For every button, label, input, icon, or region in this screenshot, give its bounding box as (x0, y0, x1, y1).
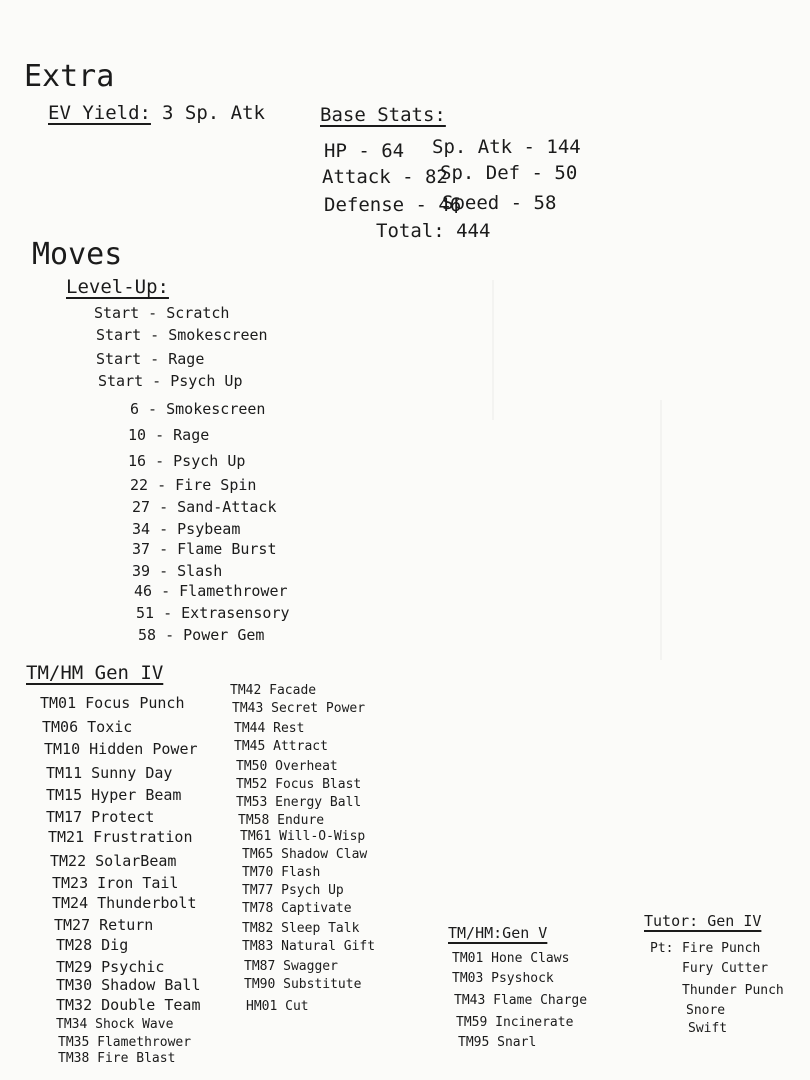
tm-gen4-item: TM06 Toxic (42, 718, 133, 736)
tm-gen4-item: TM58 Endure (238, 813, 325, 828)
tutor-item: Fury Cutter (682, 961, 769, 976)
stat-total: Total: 444 (376, 220, 491, 242)
tm-gen4-item: TM24 Thunderbolt (52, 894, 197, 912)
tm-gen4-item: HM01 Cut (246, 999, 309, 1014)
tm-gen4-item: TM15 Hyper Beam (46, 786, 182, 804)
tutor-item: Snore (686, 1003, 726, 1018)
tm-gen4-item: TM43 Secret Power (232, 701, 366, 716)
tm-gen4-item: TM87 Swagger (244, 959, 338, 974)
tm-gen4-item: TM32 Double Team (56, 996, 201, 1014)
tm-gen4-item: TM77 Psych Up (242, 883, 344, 898)
tm-gen5-item: TM59 Incinerate (456, 1015, 574, 1030)
tutor-item: Fire Punch (682, 941, 761, 956)
tm-gen4-item: TM10 Hidden Power (44, 740, 198, 758)
tm-gen4-item: TM01 Focus Punch (40, 694, 185, 712)
level-up-move: Start - Scratch (94, 304, 230, 322)
tutor-prefix: Pt: (650, 941, 674, 956)
level-up-move: Start - Rage (96, 350, 205, 368)
tm-gen4-item: TM90 Substitute (244, 977, 362, 992)
stat-sp-atk: Sp. Atk - 144 (432, 136, 581, 158)
tm-gen4-item: TM70 Flash (242, 865, 321, 880)
tm-gen5-item: TM95 Snarl (458, 1035, 537, 1050)
tm-gen4-item: TM11 Sunny Day (46, 764, 173, 782)
level-up-title: Level-Up: (66, 276, 169, 298)
tutor-item: Swift (688, 1021, 728, 1036)
tm-gen4-item: TM27 Return (54, 916, 154, 934)
level-up-move: 34 - Psybeam (132, 520, 241, 538)
moves-title: Moves (32, 237, 123, 272)
level-up-move: 10 - Rage (128, 426, 210, 444)
tm-gen4-item: TM21 Frustration (48, 828, 193, 846)
tm-gen5-item: TM03 Psyshock (452, 971, 554, 986)
tm-gen5-title: TM/HM:Gen V (448, 924, 548, 942)
level-up-move: 58 - Power Gem (138, 626, 265, 644)
tm-gen4-item: TM82 Sleep Talk (242, 921, 360, 936)
level-up-move: 39 - Slash (132, 562, 223, 580)
stat-speed: Speed - 58 (442, 192, 557, 214)
tm-gen5-item: TM01 Hone Claws (452, 951, 570, 966)
level-up-move: 27 - Sand-Attack (132, 498, 277, 516)
tm-gen4-item: TM78 Captivate (242, 901, 352, 916)
tm-gen4-item: TM44 Rest (234, 721, 305, 736)
stat-hp: HP - 64 (324, 140, 405, 162)
level-up-move: 51 - Extrasensory (136, 604, 290, 622)
tm-gen4-item: TM50 Overheat (236, 759, 338, 774)
tm-gen4-item: TM23 Iron Tail (52, 874, 179, 892)
tm-gen4-item: TM38 Fire Blast (58, 1051, 176, 1066)
level-up-move: 16 - Psych Up (128, 452, 246, 470)
tm-gen4-item: TM22 SolarBeam (50, 852, 177, 870)
level-up-move: 37 - Flame Burst (132, 540, 277, 558)
extra-title: Extra (24, 59, 115, 94)
tm-gen4-item: TM30 Shadow Ball (56, 976, 201, 994)
stat-sp-def: Sp. Def - 50 (440, 162, 578, 184)
tutor-item: Thunder Punch (682, 983, 784, 998)
ev-yield-value: 3 Sp. Atk (162, 102, 265, 124)
tm-gen4-item: TM52 Focus Blast (236, 777, 362, 792)
level-up-move: 6 - Smokescreen (130, 400, 266, 418)
tm-gen4-item: TM61 Will-O-Wisp (240, 829, 366, 844)
page-smudge (492, 280, 494, 420)
tm-gen4-item: TM53 Energy Ball (236, 795, 362, 810)
level-up-move: Start - Psych Up (98, 372, 243, 390)
tm-gen4-item: TM42 Facade (230, 683, 317, 698)
tm-gen4-item: TM45 Attract (234, 739, 328, 754)
tm-gen4-item: TM34 Shock Wave (56, 1017, 174, 1032)
tm-gen5-item: TM43 Flame Charge (454, 993, 588, 1008)
tm-gen4-item: TM28 Dig (56, 936, 129, 954)
stat-attack: Attack - 82 (322, 166, 448, 188)
level-up-move: 46 - Flamethrower (134, 582, 288, 600)
tm-gen4-item: TM65 Shadow Claw (242, 847, 368, 862)
tm-gen4-item: TM17 Protect (46, 808, 155, 826)
tm-gen4-item: TM35 Flamethrower (58, 1035, 192, 1050)
tm-gen4-title: TM/HM Gen IV (26, 662, 164, 684)
tutor-title: Tutor: Gen IV (644, 912, 762, 930)
ev-yield-label: EV Yield: (48, 102, 151, 124)
tm-gen4-item: TM29 Psychic (56, 958, 165, 976)
level-up-move: Start - Smokescreen (96, 326, 268, 344)
stat-defense: Defense - 46 (324, 194, 462, 216)
level-up-move: 22 - Fire Spin (130, 476, 257, 494)
tm-gen4-item: TM83 Natural Gift (242, 939, 376, 954)
page-smudge (660, 400, 662, 660)
base-stats-title: Base Stats: (320, 104, 446, 126)
